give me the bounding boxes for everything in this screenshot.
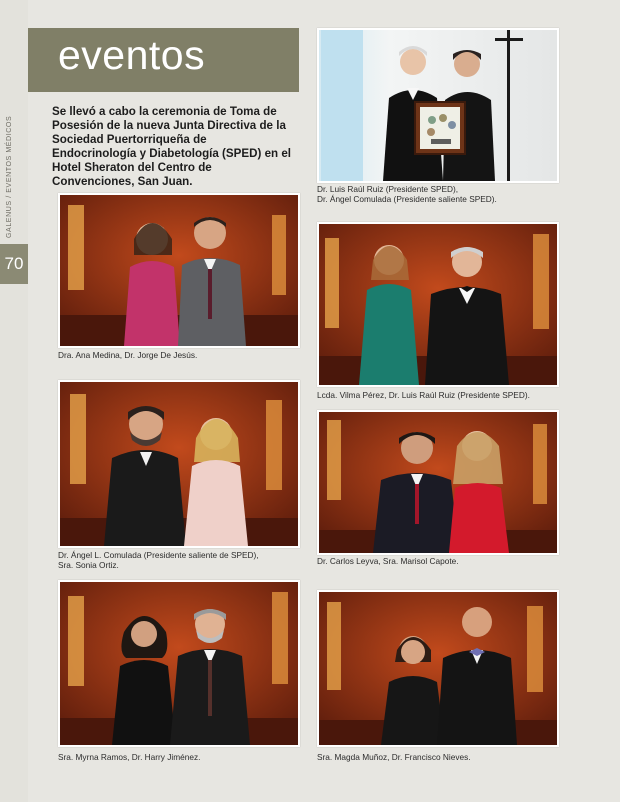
photo-couple xyxy=(317,222,559,387)
photo-award-presentation xyxy=(317,28,559,183)
sidebar-strip xyxy=(0,0,28,802)
photo-couple xyxy=(317,410,559,555)
photo-couple xyxy=(317,590,559,747)
caption-line: Sra. Magda Muñoz, Dr. Francisco Nieves. xyxy=(317,752,471,762)
caption-line: Dr. Ángel Comulada (Presidente saliente SPED). xyxy=(317,194,497,204)
page-title: eventos xyxy=(58,32,206,78)
caption-line: Sra. Myrna Ramos, Dr. Harry Jiménez. xyxy=(58,752,201,762)
photo-caption xyxy=(58,350,298,360)
section-label: GALENUS / EVENTOS MÉDICOS xyxy=(6,115,13,238)
photo-caption xyxy=(58,550,298,570)
caption-line: Dr. Carlos Leyva, Sra. Marisol Capote. xyxy=(317,556,459,566)
caption-line: Dra. Ana Medina, Dr. Jorge De Jesús. xyxy=(58,350,198,360)
caption-line: Dr. Luis Raúl Ruiz (Presidente SPED), xyxy=(317,184,459,194)
caption-line: Dr. Ángel L. Comulada (Presidente saliente de SPED), xyxy=(58,550,259,560)
photo-couple xyxy=(58,193,300,348)
section-banner xyxy=(28,28,299,92)
photo-caption xyxy=(317,556,557,566)
photo-couple xyxy=(58,580,300,747)
photo-caption xyxy=(317,390,557,400)
intro-paragraph: Se llevó a cabo la ceremonia de Toma de Posesión de la nueva Junta Directiva de la Sociedad Puertorriqueña de Endocrinología y Diabetología (SPED) en el Hotel Sheraton del Centro de Convenciones, San Juan. xyxy=(52,105,291,188)
photo-caption xyxy=(317,184,557,204)
photo-caption xyxy=(317,752,557,762)
photo-couple xyxy=(58,380,300,548)
photo-caption xyxy=(58,752,298,762)
caption-line: Sra. Sonia Ortiz. xyxy=(58,560,119,570)
caption-line: Lcda. Vilma Pérez, Dr. Luis Raúl Ruiz (Presidente SPED). xyxy=(317,390,530,400)
page-number: 70 xyxy=(0,244,28,284)
